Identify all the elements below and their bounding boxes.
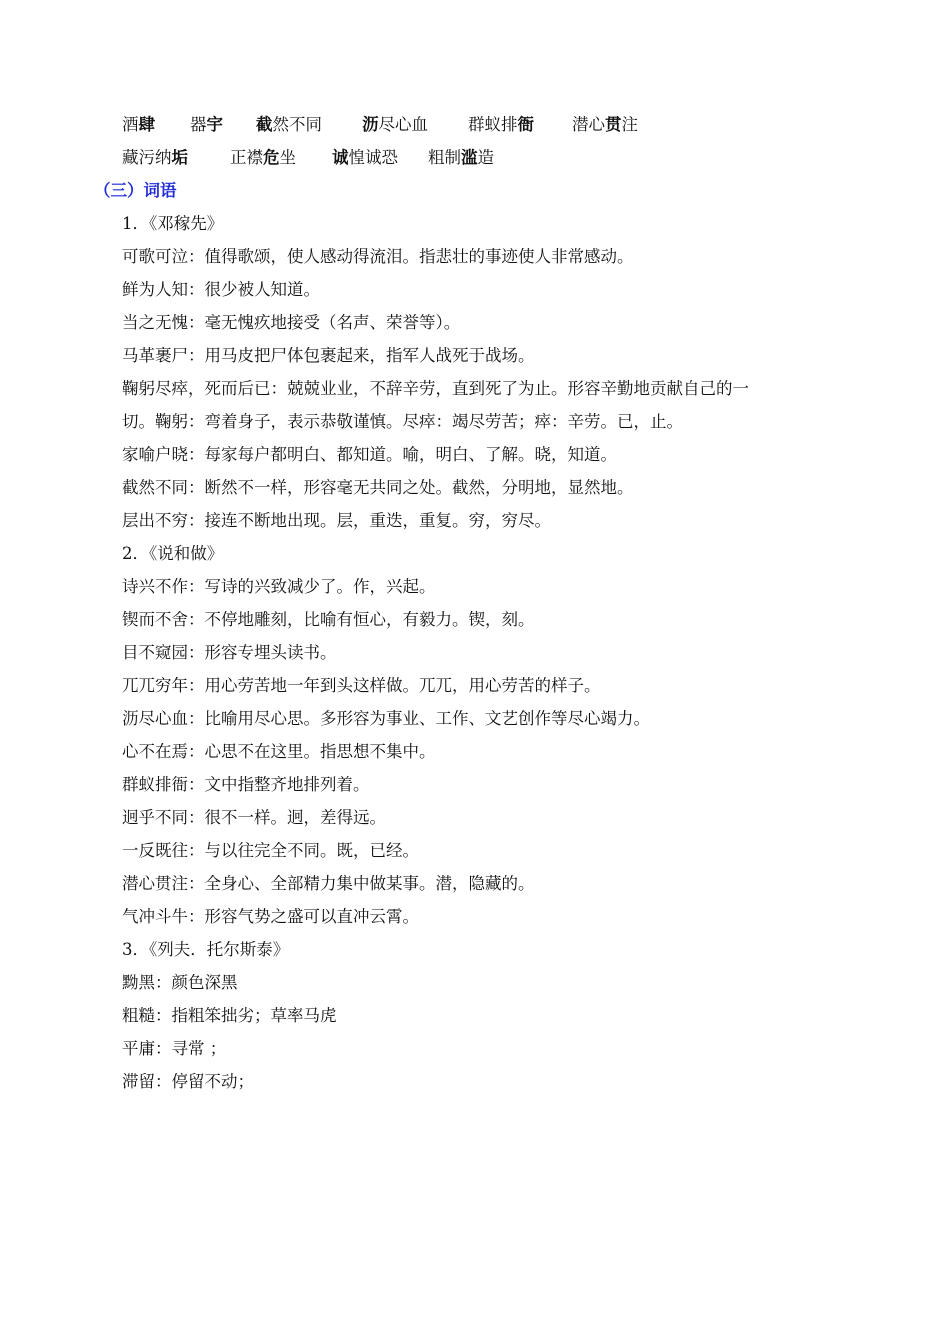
definition-line: 锲而不舍：不停地雕刻，比喻有恒心，有毅力。锲，刻。 [122, 610, 535, 629]
definition-line: 沥尽心血：比喻用尽心思。多形容为事业、工作、文艺创作等尽心竭力。 [122, 709, 650, 728]
pronunciation-item: 酒肆 [122, 115, 155, 134]
subsection-heading: 3．《列夫．托尔斯泰》 [122, 940, 290, 959]
definition-line: 平庸：寻常 ； [122, 1039, 227, 1058]
pronunciation-row-2 [122, 143, 822, 173]
definition-line: 鞠躬尽瘁，死而后已：兢兢业业，不辞辛劳，直到死了为止。形容辛勤地贡献自己的一 [122, 379, 749, 398]
pronunciation-row-1 [122, 110, 822, 140]
definition-line: 滞留：停留不动； [122, 1072, 254, 1091]
definition-line: 气冲斗牛：形容气势之盛可以直冲云霄。 [122, 907, 419, 926]
definition-line: 目不窥园：形容专埋头读书。 [122, 643, 337, 662]
definition-line: 粗糙：指粗笨拙劣；草率马虎 [122, 1006, 337, 1025]
pronunciation-item: 截然不同 [256, 115, 322, 134]
definition-line: 心不在焉：心思不在这里。指思想不集中。 [122, 742, 436, 761]
definition-line: 当之无愧：毫无愧疚地接受（名声、荣誉等）。 [122, 313, 461, 332]
definition-line: 截然不同：断然不一样，形容毫无共同之处。截然，分明地，显然地。 [122, 478, 634, 497]
pronunciation-item: 粗制滥造 [428, 148, 494, 167]
pronunciation-item: 正襟危坐 [230, 148, 296, 167]
definition-line: 层出不穷：接连不断地出现。层，重迭，重复。穷，穷尽。 [122, 511, 551, 530]
definition-line: 群蚁排衙：文中指整齐地排列着。 [122, 775, 370, 794]
pronunciation-item: 潜心贯注 [572, 115, 638, 134]
subsection-heading: 1．《邓稼先》 [122, 214, 224, 233]
pronunciation-item: 群蚁排衙 [468, 115, 534, 134]
definition-line: 诗兴不作：写诗的兴致减少了。作，兴起。 [122, 577, 436, 596]
definition-line: 切。鞠躬：弯着身子，表示恭敬谨慎。尽瘁：竭尽劳苦；瘁：辛劳。已，止。 [122, 412, 683, 431]
definition-line: 兀兀穷年：用心劳苦地一年到头这样做。兀兀，用心劳苦的样子。 [122, 676, 601, 695]
definition-line: 马革裹尸：用马皮把尸体包裹起来，指军人战死于战场。 [122, 346, 535, 365]
definition-line: 黝黑：颜色深黑 [122, 973, 238, 992]
definition-line: 潜心贯注：全身心、全部精力集中做某事。潜，隐藏的。 [122, 874, 535, 893]
pronunciation-item: 沥尽心血 [362, 115, 428, 134]
definition-line: 家喻户晓：每家每户都明白、都知道。喻，明白、了解。晓，知道。 [122, 445, 617, 464]
definition-line: 可歌可泣：值得歌颂，使人感动得流泪。指悲壮的事迹使人非常感动。 [122, 247, 634, 266]
pronunciation-item: 藏污纳垢 [122, 148, 188, 167]
definition-line: 一反既往：与以往完全不同。既，已经。 [122, 841, 419, 860]
subsection-heading: 2．《说和做》 [122, 544, 224, 563]
definition-line: 鲜为人知：很少被人知道。 [122, 280, 320, 299]
section-title: （三）词语 [94, 181, 177, 200]
pronunciation-item: 诚惶诚恐 [332, 148, 398, 167]
definition-line: 迥乎不同：很不一样。迥，差得远。 [122, 808, 386, 827]
pronunciation-item: 器宇 [190, 115, 223, 134]
